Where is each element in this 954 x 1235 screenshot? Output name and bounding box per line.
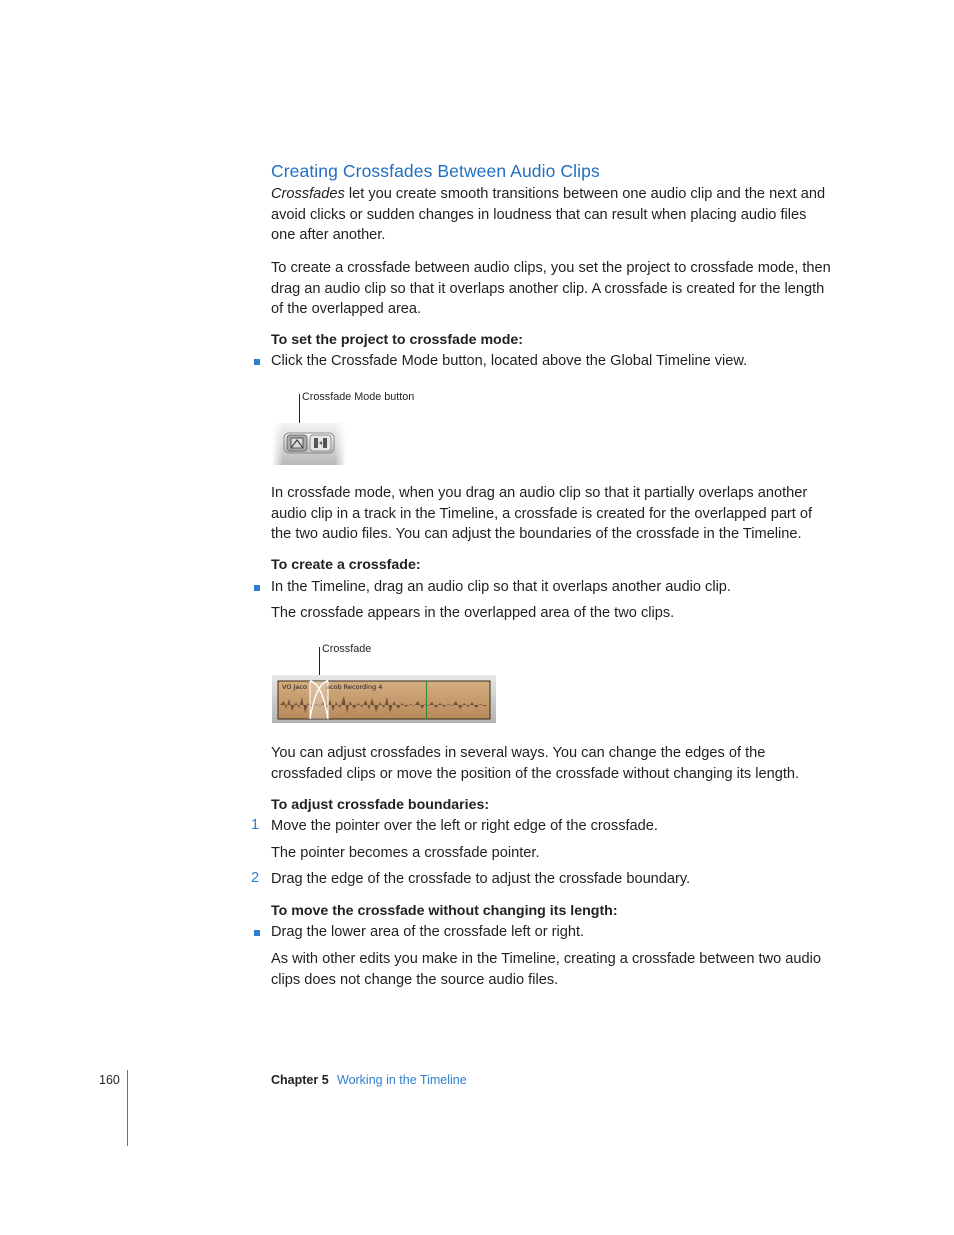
paragraph-adjust-crossfades: You can adjust crossfades in several ways. You can change the edges of the crossfaded clips or move the position of the crossfade without changing its length. (271, 745, 800, 782)
playhead (426, 681, 427, 719)
bullet-marker (254, 930, 260, 936)
result-text-source-unchanged: As with other edits you make in the Timeline, creating a crossfade between two audio clips does not change the source audio files. (271, 951, 821, 988)
bullet-text-click-button: Click the Crossfade Mode button, located above the Global Timeline view. (271, 353, 748, 369)
bullet-marker (254, 359, 260, 365)
intro-text: let you create smooth transitions between one audio clip and the next and avoid clicks or sudden changes in loudness that can result when placing audio files one after another. (271, 186, 826, 243)
result-text-pointer-becomes: The pointer becomes a crossfade pointer. (271, 845, 540, 861)
procedure-heading-move-crossfade: To move the crossfade without changing its length: (271, 903, 618, 919)
procedure-heading-create-crossfade: To create a crossfade: (271, 557, 421, 573)
footer-rule (127, 1070, 128, 1146)
intro-paragraph (271, 184, 831, 246)
paragraph-crossfade-mode: To create a crossfade between audio clips, you set the project to crossfade mode, then drag an audio clip so that it overlaps another clip. A crossfade is created for the length of the overlapped area. (271, 260, 831, 317)
procedure-heading-set-mode: To set the project to crossfade mode: (271, 332, 524, 348)
chapter-label: Chapter 5 (271, 1073, 329, 1087)
section-title: Creating Crossfades Between Audio Clips (271, 161, 600, 181)
page-number: 160 (99, 1073, 120, 1087)
procedure-heading-adjust-boundaries: To adjust crossfade boundaries: (271, 797, 490, 813)
step-number: 1 (251, 817, 260, 833)
bullet-marker (254, 585, 260, 591)
step-text-drag-edge: Drag the edge of the crossfade to adjust the crossfade boundary. (271, 871, 691, 887)
toolbar-figure (272, 421, 346, 467)
result-text-crossfade-appears: The crossfade appears in the overlapped area of the two clips. (271, 605, 675, 621)
bullet-text-drag-clip: In the Timeline, drag an audio clip so that it overlaps another audio clip. (271, 579, 731, 595)
step-number: 2 (251, 870, 260, 886)
crossfade-region[interactable] (310, 681, 328, 719)
clip-label-left: VO Jaco (282, 683, 307, 691)
figure-caption-crossfade: Crossfade (322, 643, 372, 655)
timeline-graphic (272, 675, 496, 723)
intro-term: Crossfades (271, 186, 345, 202)
chapter-title-link[interactable]: Working in the Timeline (337, 1073, 467, 1087)
step-text-move-pointer: Move the pointer over the left or right edge of the crossfade. (271, 818, 658, 834)
figure-caption-crossfade-mode-button: Crossfade Mode button (302, 391, 415, 403)
paragraph-crossfade-explanation: In crossfade mode, when you drag an audio clip so that it partially overlaps another audio clip in a track in the Timeline, a crossfade is created for the overlapped part of the two audio files. You can adjust the boundaries of the crossfade in the Timeline. (271, 485, 813, 542)
toolbar-graphic (272, 421, 346, 467)
clip-label-right: acob Recording 4 (326, 683, 383, 691)
timeline-figure (272, 675, 496, 723)
bullet-text-drag-lower-area: Drag the lower area of the crossfade left or right. (271, 924, 585, 940)
